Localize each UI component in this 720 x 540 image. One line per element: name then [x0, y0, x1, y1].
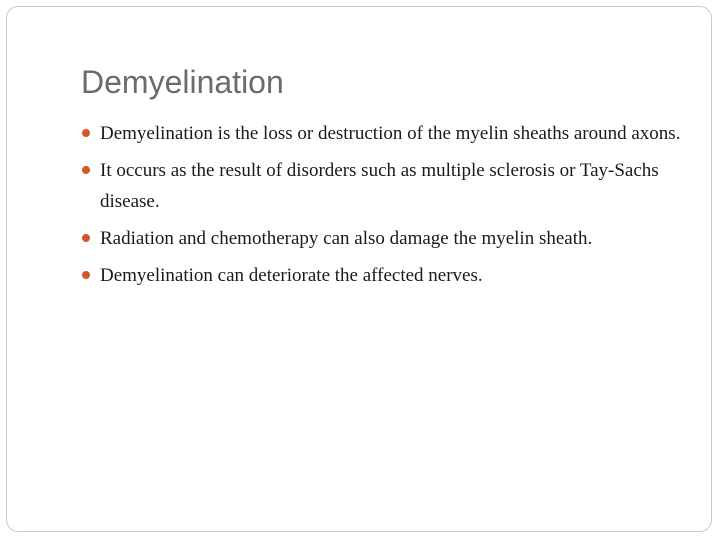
- bullet-dot-icon: [82, 271, 90, 279]
- bullet-text: Demyelination can deteriorate the affected nerves.: [100, 265, 483, 286]
- bullet-dot-icon: [82, 166, 90, 174]
- bullet-item: [82, 223, 682, 254]
- slide-title: Demyelination: [81, 64, 284, 100]
- bullet-text: Demyelination is the loss or destruction of the myelin sheaths around axons.: [100, 123, 681, 144]
- bullet-dot-icon: [82, 234, 90, 242]
- bullet-text: Radiation and chemotherapy can also damage the myelin sheath.: [100, 228, 593, 249]
- bullet-dot-icon: [82, 129, 90, 137]
- bullet-item: [82, 155, 682, 217]
- bullet-item: [82, 260, 682, 291]
- bullet-text: It occurs as the result of disorders such as multiple sclerosis or Tay-Sachs disease.: [100, 160, 659, 212]
- bullet-list: [82, 118, 682, 297]
- bullet-item: [82, 118, 682, 149]
